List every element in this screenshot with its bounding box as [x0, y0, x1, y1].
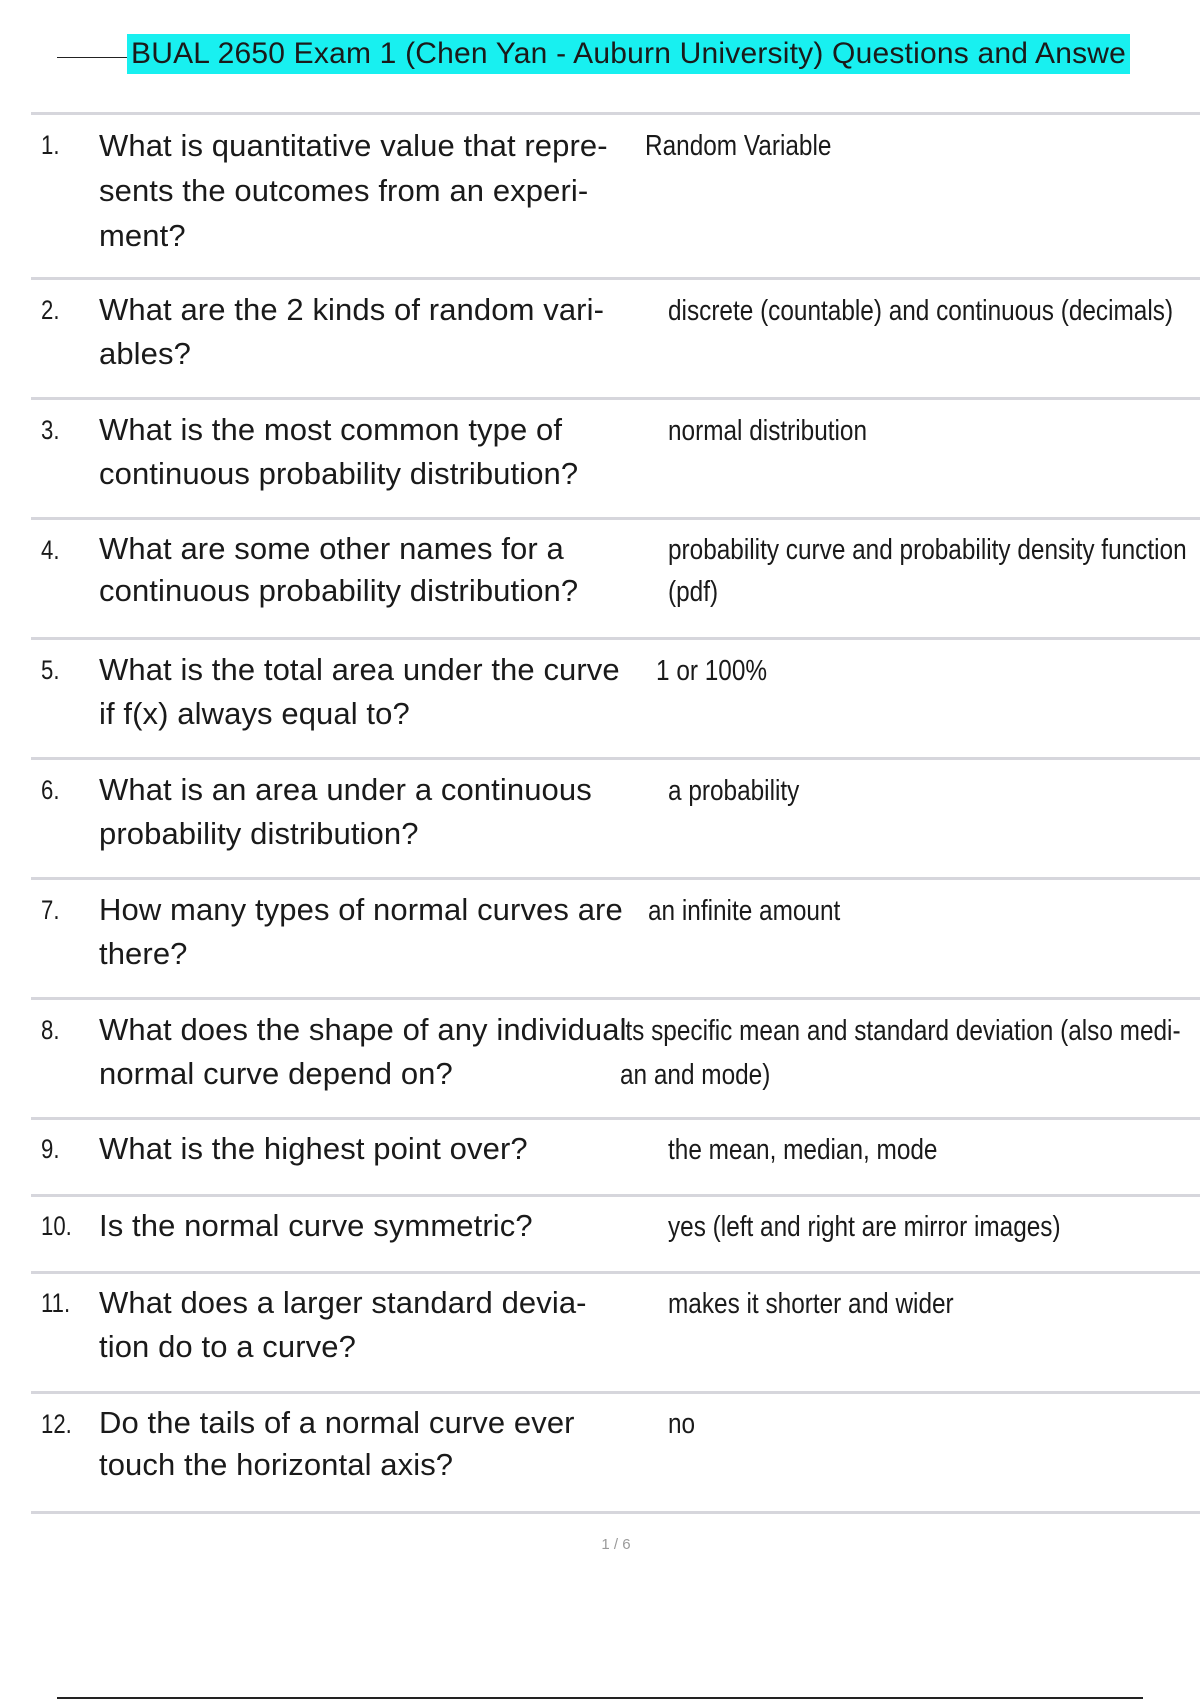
qa-row	[31, 880, 1200, 1000]
question-number: 5.	[41, 655, 60, 685]
question-line: What is the total area under the curve	[99, 652, 620, 687]
question-line: What does a larger standard devia-	[99, 1285, 587, 1320]
answer-line: discrete (countable) and continuous (decimals)	[668, 295, 1174, 327]
question-line: ables?	[99, 336, 191, 371]
answer-line: (pdf)	[668, 576, 719, 608]
question-line: What are some other names for a	[99, 531, 564, 566]
answer-line: its specific mean and standard deviation (also medi-	[620, 1015, 1181, 1047]
answer-line: an and mode)	[620, 1059, 771, 1091]
answer-text	[620, 1009, 1181, 1097]
answer-text	[668, 1403, 1138, 1445]
question-line: Is the normal curve symmetric?	[99, 1208, 533, 1243]
question-text	[99, 408, 659, 496]
page-number: 1 / 6	[601, 1536, 631, 1553]
question-number: 4.	[41, 535, 60, 565]
question-line: touch the horizontal axis?	[99, 1447, 454, 1482]
qa-row	[31, 280, 1200, 400]
question-line: sents the outcomes from an experi-	[99, 173, 589, 208]
answer-line: normal distribution	[668, 415, 868, 447]
answer-text	[668, 289, 1174, 333]
answer-text	[645, 124, 1115, 169]
answer-text	[656, 649, 1126, 693]
qa-row	[31, 1000, 1200, 1120]
question-line: if f(x) always equal to?	[99, 696, 410, 731]
answer-text	[668, 1282, 1138, 1326]
question-line: What is quantitative value that repre-	[99, 128, 608, 163]
qa-row	[31, 760, 1200, 880]
question-number: 12.	[41, 1409, 72, 1439]
question-text	[99, 123, 659, 258]
answer-line: the mean, median, mode	[668, 1134, 938, 1166]
question-number: 8.	[41, 1015, 60, 1045]
question-line: continuous probability distribution?	[99, 456, 579, 491]
question-text	[99, 888, 659, 976]
answer-line: no	[668, 1408, 696, 1440]
qa-row	[31, 115, 1200, 280]
question-number: 1.	[41, 130, 60, 160]
qa-row	[31, 1197, 1200, 1274]
question-number: 3.	[41, 415, 60, 445]
question-line: How many types of normal curves are	[99, 892, 623, 927]
question-line: What is an area under a continuous	[99, 772, 592, 807]
answer-line: Random Variable	[645, 130, 832, 162]
question-text	[99, 1127, 659, 1171]
answer-text	[668, 1205, 1138, 1249]
document-title: BUAL 2650 Exam 1 (Chen Yan - Auburn University) Questions and Answe	[127, 34, 1130, 74]
question-text	[99, 1008, 659, 1096]
qa-row	[31, 1394, 1200, 1514]
question-line: probability distribution?	[99, 816, 419, 851]
qa-row	[31, 640, 1200, 760]
question-line: tion do to a curve?	[99, 1329, 356, 1364]
question-line: What are the 2 kinds of random vari-	[99, 292, 604, 327]
qa-table	[31, 112, 1200, 1514]
question-line: there?	[99, 936, 188, 971]
question-text	[99, 288, 659, 376]
bottom-rule	[57, 1697, 1143, 1699]
question-line: What is the highest point over?	[99, 1131, 528, 1166]
question-number: 11.	[41, 1288, 71, 1318]
question-line: ment?	[99, 218, 186, 253]
question-number: 2.	[41, 295, 60, 325]
answer-line: probability curve and probability density function	[668, 534, 1187, 566]
answer-line: yes (left and right are mirror images)	[668, 1211, 1061, 1243]
question-line: Do the tails of a normal curve ever	[99, 1405, 575, 1440]
answer-line: an infinite amount	[648, 895, 841, 927]
answer-text	[668, 409, 1138, 453]
qa-row	[31, 1120, 1200, 1197]
question-text	[99, 768, 659, 856]
answer-text	[648, 889, 1118, 933]
qa-row	[31, 400, 1200, 520]
answer-text	[668, 769, 1138, 813]
question-line: What is the most common type of	[99, 412, 563, 447]
question-text	[99, 1204, 659, 1248]
answer-line: makes it shorter and wider	[668, 1288, 954, 1320]
answer-line: a probability	[668, 775, 800, 807]
answer-text	[668, 529, 1187, 613]
question-line: What does the shape of any individual	[99, 1012, 627, 1047]
qa-row	[31, 1274, 1200, 1394]
question-text	[99, 528, 659, 612]
title-rule	[57, 57, 129, 58]
question-text	[99, 648, 659, 736]
question-number: 7.	[41, 895, 60, 925]
qa-row	[31, 520, 1200, 640]
question-text	[99, 1402, 659, 1486]
answer-text	[668, 1128, 1138, 1172]
question-line: normal curve depend on?	[99, 1056, 453, 1091]
question-number: 6.	[41, 775, 60, 805]
question-number: 10.	[41, 1211, 72, 1241]
question-line: continuous probability distribution?	[99, 573, 579, 608]
question-number: 9.	[41, 1134, 60, 1164]
answer-line: 1 or 100%	[656, 655, 768, 687]
question-text	[99, 1281, 659, 1369]
